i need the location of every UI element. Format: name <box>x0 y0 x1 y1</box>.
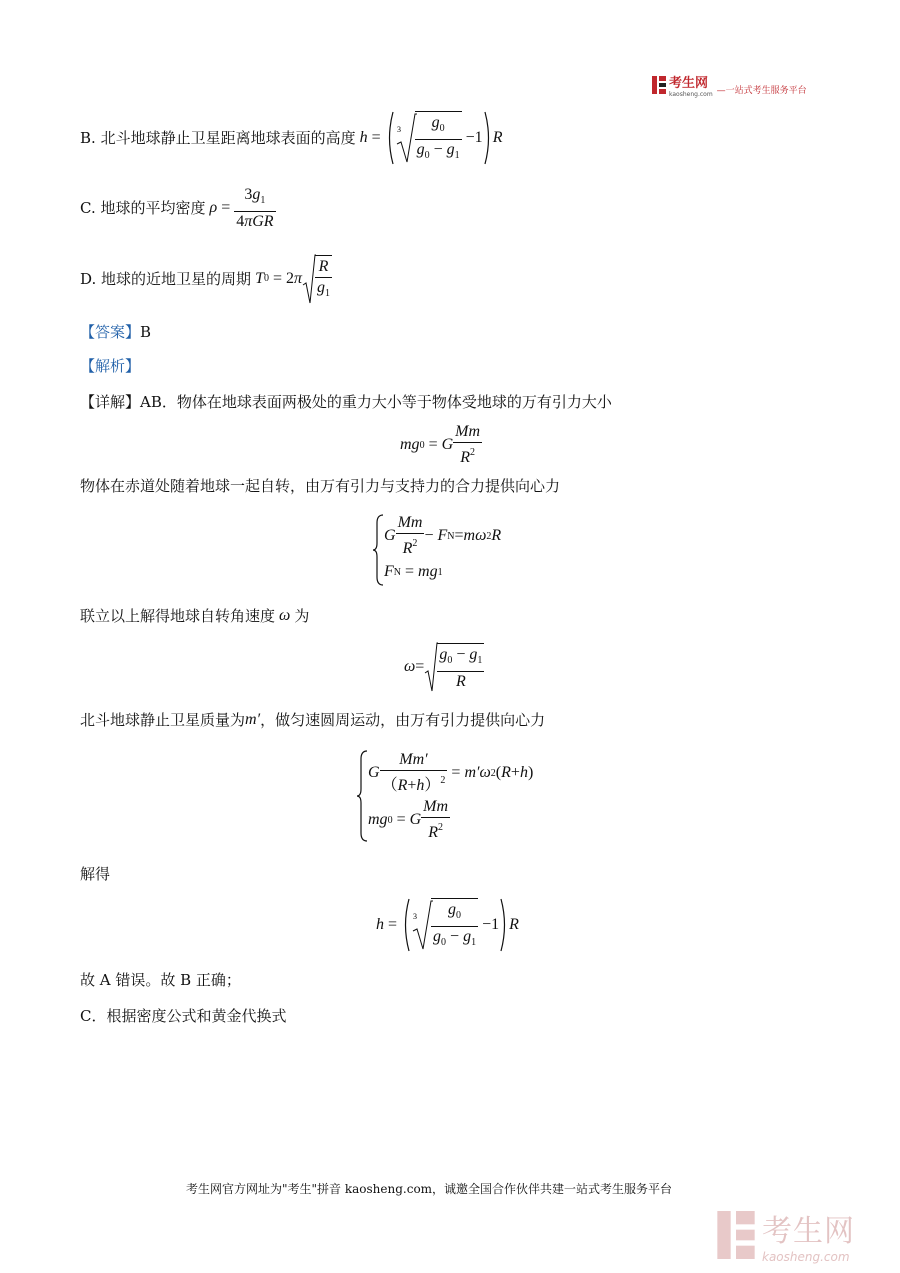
option-d-text: 地球的近地卫星的周期 <box>101 270 252 288</box>
footer-text: 考生网官方网址为"考生"拼音 kaosheng.com，诚邀全国合作伙伴共建一站式考生服务平台 <box>186 1182 673 1196</box>
detail-p4: 解得 <box>80 865 111 883</box>
formula-system-satellite: G $\frac{Mm'}{(R+h)^2}$ = m′ω 2 ( R + h ) mg 0 = G $\frac{Mm}{R^2}$ <box>356 748 533 844</box>
logo-icon <box>652 76 666 94</box>
detail-p3: 北斗地球静止卫星质量为 m′ ，做匀速圆周运动，由万有引力提供向心力 <box>80 711 546 729</box>
option-d-label: D. <box>80 270 97 288</box>
radical-sign-icon <box>395 112 417 164</box>
watermark-brand: 考生网 <box>762 1214 855 1249</box>
formula-h: h = 3 $\frac{g_0}{g_0 - g_1}$ −1 R <box>356 110 503 166</box>
option-b <box>80 110 502 166</box>
logo-slogan: —一站式考生服务平台 <box>716 85 807 96</box>
option-c-text: 地球的平均密度 <box>100 199 206 217</box>
formula-h-result: h = 3 $\frac{g_0}{g_0 - g_1}$ −1 R <box>376 896 519 954</box>
svg-text:3: 3 <box>413 912 418 921</box>
formula-rho: ρ = $\frac{3g_1}{\text{4πGR}}$ <box>205 185 274 230</box>
brace-icon <box>356 749 368 843</box>
radical-sign-icon <box>411 899 433 951</box>
header-logo <box>652 72 807 98</box>
logo-domain: kaosheng.com <box>669 91 713 98</box>
answer-line <box>80 322 151 342</box>
detail-p1: 物体在赤道处随着地球一起自转，由万有引力与支持力的合力提供向心力 <box>80 477 561 495</box>
formula-system-equator: G $\frac{Mm}{R^2}$ − F N = mω 2 R F N = mg 1 <box>372 512 501 588</box>
answer-value: B <box>140 323 152 341</box>
svg-text:3: 3 <box>396 125 401 134</box>
option-d <box>80 252 332 306</box>
radical-sign-icon <box>424 641 438 693</box>
watermark <box>716 1206 855 1264</box>
watermark-domain: kaosheng.com <box>762 1250 850 1264</box>
formula-t0: T 0 = 2 π $\frac{R}{g_1}$ <box>251 253 332 305</box>
analysis-tag: 【解析】 <box>80 357 141 375</box>
option-c <box>80 186 276 230</box>
detail-lead: 【详解】AB．物体在地球表面两极处的重力大小等于物体受地球的万有引力大小 <box>80 393 612 411</box>
watermark-logo-icon <box>716 1211 756 1259</box>
formula-gravity-pole: mg 0 = G $\frac{Mm}{R^2}$ <box>400 423 481 466</box>
formula-omega: ω = $\frac{g_0 - g_1}{R}$ <box>404 640 484 694</box>
option-b-label: B. <box>80 129 96 147</box>
answer-tag: 【答案】 <box>80 323 141 341</box>
detail-p2: 联立以上解得地球自转角速度 ω 为 <box>80 607 310 625</box>
detail-tag: 【详解】 <box>80 393 141 411</box>
radical-sign-icon <box>302 253 316 305</box>
option-c-label: C. <box>80 199 96 217</box>
detail-p5: 故 A 错误。故 B 正确； <box>80 971 241 989</box>
detail-p6: C．根据密度公式和黄金代换式 <box>80 1007 287 1025</box>
brace-icon <box>372 513 384 587</box>
logo-brand: 考生网 <box>669 76 709 91</box>
option-b-text: 北斗地球静止卫星距离地球表面的高度 <box>100 129 356 147</box>
